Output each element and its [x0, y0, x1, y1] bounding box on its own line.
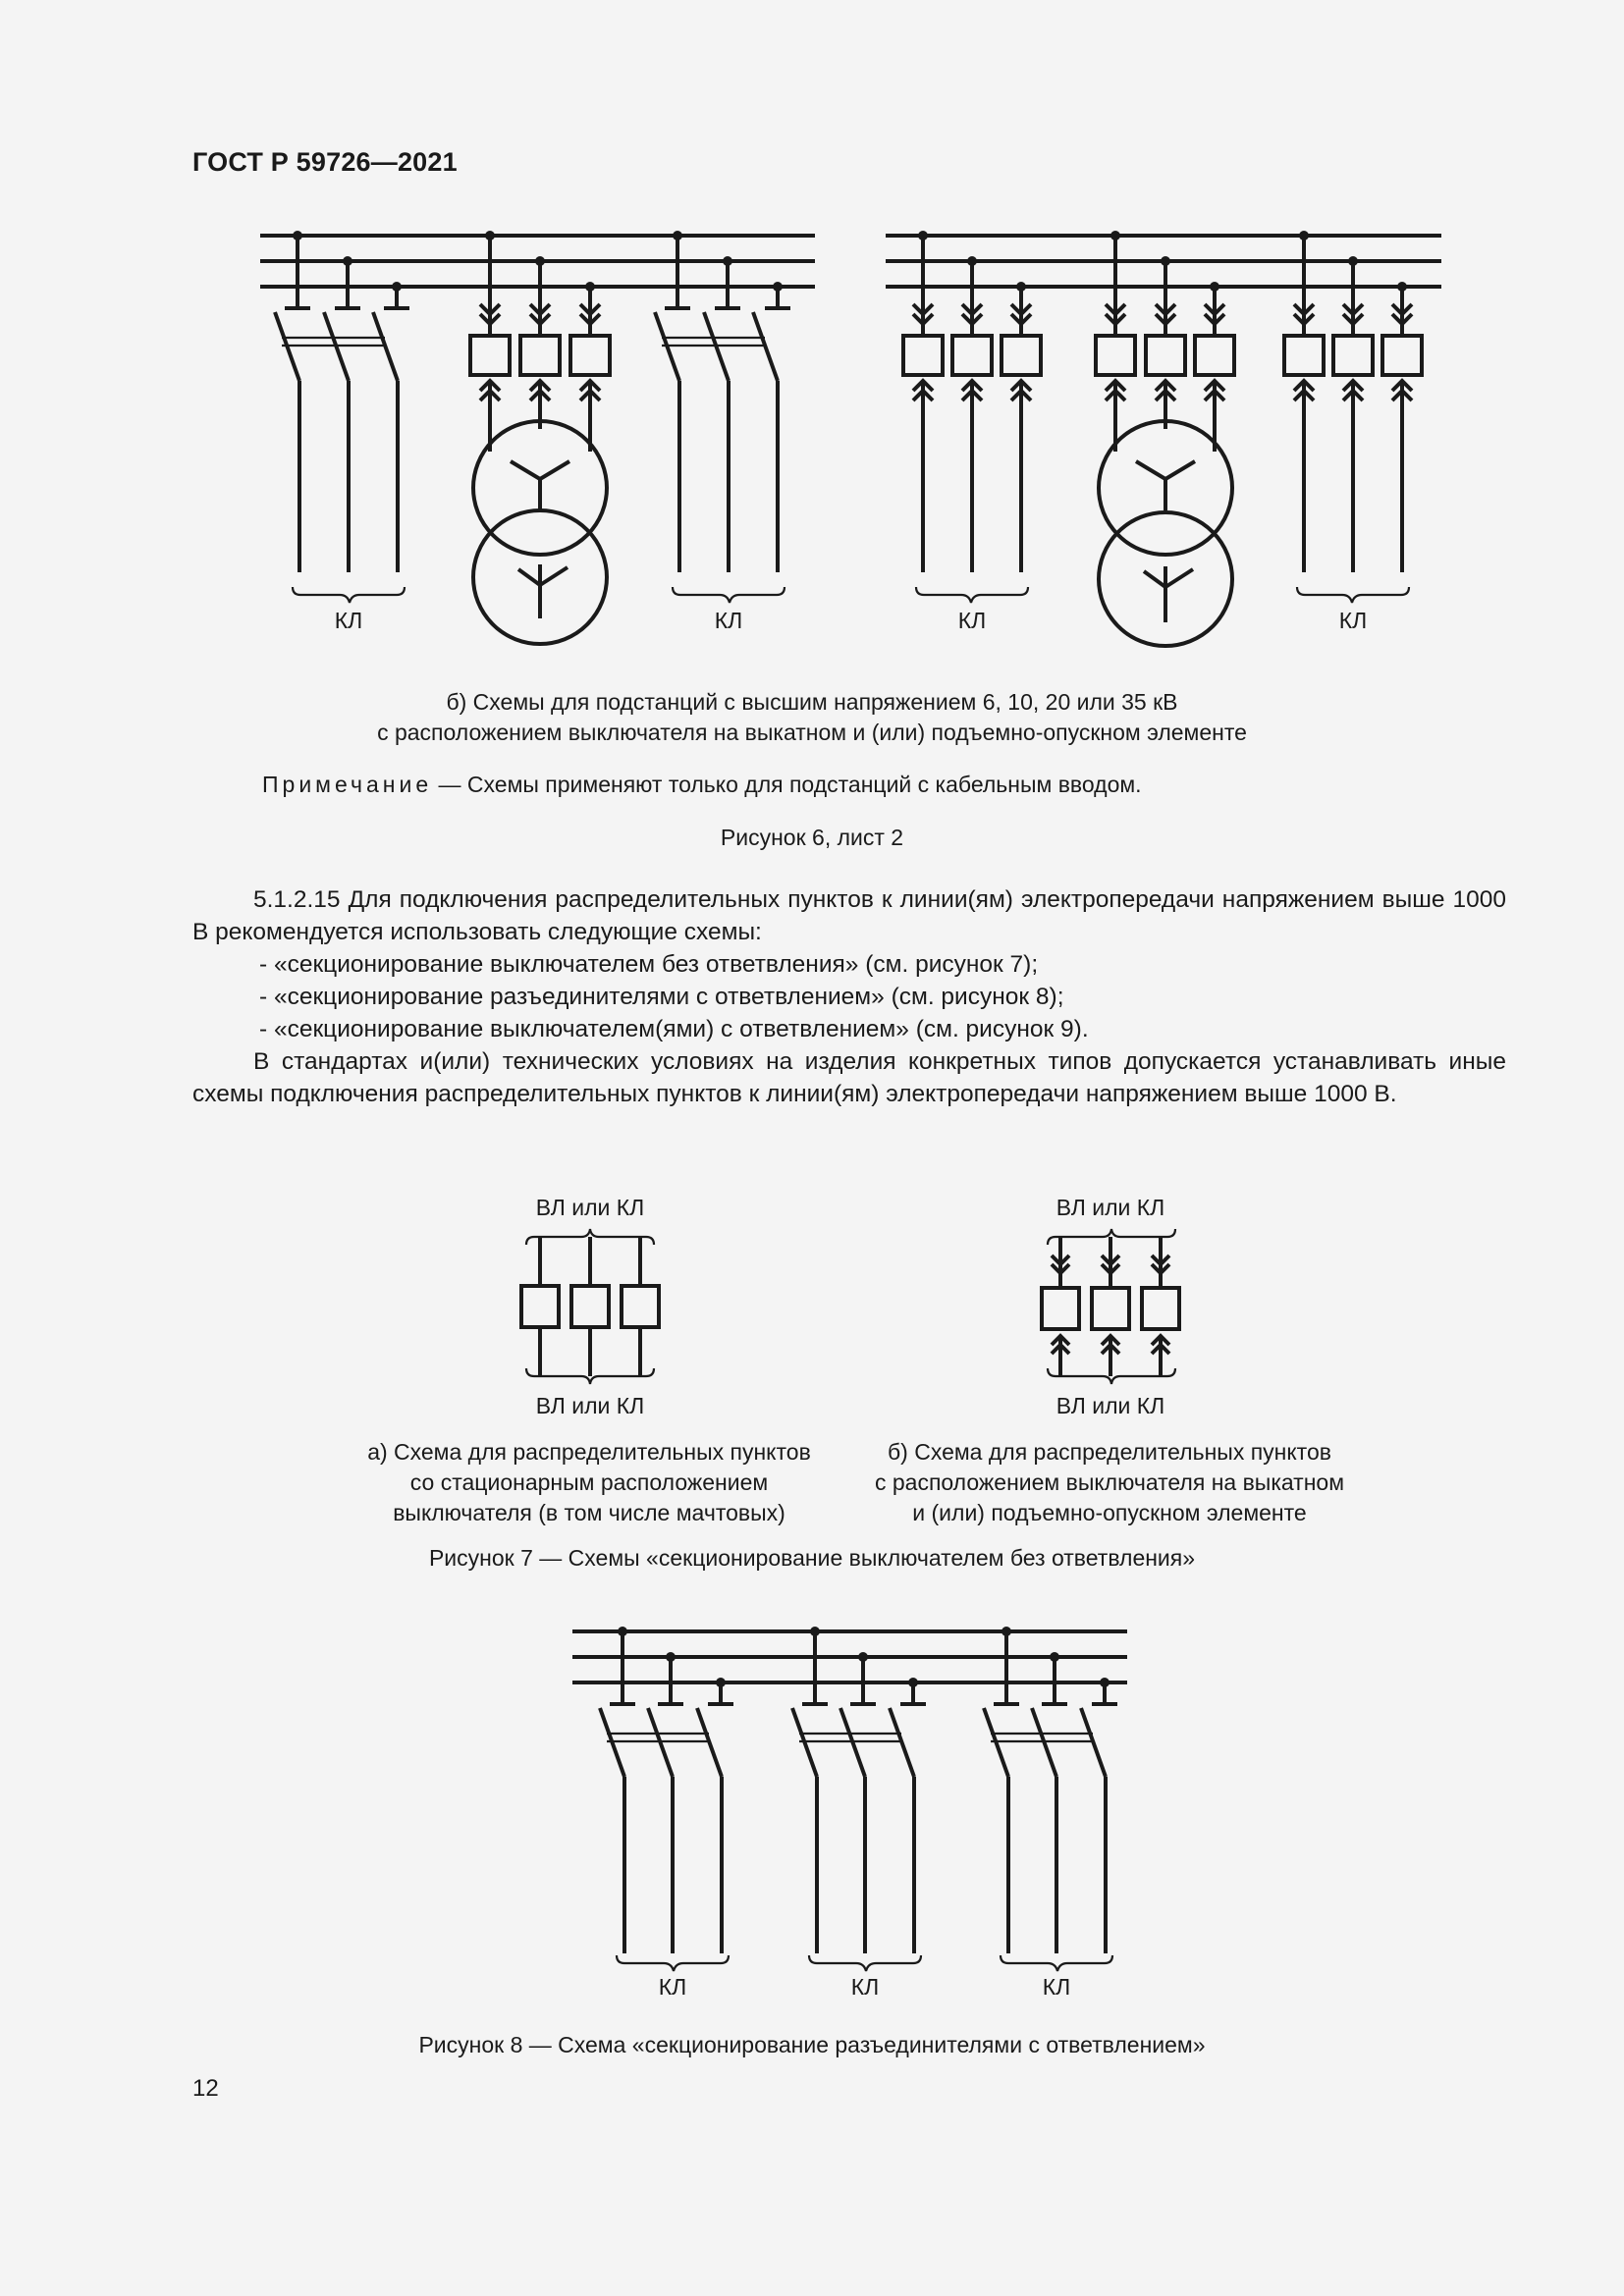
fig6-caption-line-2: с расположением выключателя на выкатном и (или) подъемно-опускном элементе: [377, 720, 1247, 745]
fig8-buses: [572, 1631, 1127, 1682]
document-header: ГОСТ Р 59726—2021: [192, 147, 458, 177]
fig6-right-breaker-group-2: [1284, 231, 1422, 633]
fig7b-bottom-label: ВЛ или КЛ: [1056, 1393, 1165, 1418]
fig8-label-kl-1: КЛ: [658, 1974, 687, 2000]
fig7a-schematic: [521, 1195, 659, 1418]
fig6-title: Рисунок 6, лист 2: [720, 825, 904, 850]
fig7a-top-label: ВЛ или КЛ: [535, 1195, 645, 1220]
fig7a-bottom-label: ВЛ или КЛ: [535, 1393, 645, 1418]
list-item: - «секционирование разъединителями с ответвлением» (см. рисунок 8);: [259, 984, 1064, 1010]
fig6-right-breaker-transformer: [1096, 231, 1234, 646]
fig6-label-kl-1: КЛ: [334, 608, 363, 633]
fig6-left-disconnector-group-2: [655, 231, 790, 633]
fig8-label-kl-3: КЛ: [1042, 1974, 1071, 2000]
note-label: Примечание: [262, 772, 433, 797]
fig6-left-disconnector-group-1: [275, 231, 409, 633]
fig6-label-kl-2: КЛ: [714, 608, 743, 633]
note-text: — Схемы применяют только для подстанций с кабельным вводом.: [432, 772, 1142, 797]
fig7-caption-a: [314, 1437, 864, 1528]
figure-8-diagram: [0, 1610, 1624, 2012]
list-item: - «секционирование выключателем(ями) с ответвлением» (см. рисунок 9).: [259, 1016, 1089, 1042]
fig7b-caption-line: б) Схема для распределительных пунктов: [888, 1439, 1331, 1465]
fig6-label-kl-3: КЛ: [957, 608, 987, 633]
fig7b-schematic: [1042, 1195, 1179, 1418]
fig7b-caption-line: и (или) подъемно-опускном элементе: [912, 1500, 1307, 1525]
fig8-title: Рисунок 8 — Схема «секционирование разъединителями с ответвлением»: [418, 2032, 1206, 2057]
fig7a-caption-line: со стационарным расположением: [409, 1469, 769, 1495]
fig6-caption-b: [0, 687, 1624, 748]
page-number: 12: [192, 2075, 219, 2102]
fig7-title: Рисунок 7 — Схемы «секционирование выключателем без ответвления»: [428, 1545, 1196, 1571]
list-item: - «секционирование выключателем без ответвления» (см. рисунок 7);: [259, 951, 1039, 978]
paragraph-2: В стандартах и(или) технических условиях на изделия конкретных типов допускается устанавливать иные схемы подключения распределительных пунктов к линии(ям) электропередачи напряжением выше 1000 В.: [192, 1048, 1506, 1107]
figure-6-diagram: [0, 0, 1624, 687]
fig8-label-kl-2: КЛ: [850, 1974, 880, 2000]
fig7a-caption-line: а) Схема для распределительных пунктов: [367, 1439, 811, 1465]
paragraph-1: 5.1.2.15 Для подключения распределительных пунктов к линии(ям) электропередачи напряжением выше 1000 В рекомендуется использовать следующие схемы:: [192, 886, 1506, 945]
fig6-right-breaker-group-1: [903, 231, 1041, 633]
fig7a-caption-line: выключателя (в том числе мачтовых): [393, 1500, 785, 1525]
fig7b-top-label: ВЛ или КЛ: [1056, 1195, 1165, 1220]
fig7-caption-b: [835, 1437, 1384, 1528]
fig7b-caption-line: с расположением выключателя на выкатном: [874, 1469, 1345, 1495]
figure-7-diagram: [0, 1178, 1624, 1433]
fig6-label-kl-4: КЛ: [1338, 608, 1368, 633]
section-5-1-2-15: [192, 883, 1506, 1110]
fig6-left-breaker-transformer: [470, 231, 610, 644]
fig6-note: [262, 772, 1142, 798]
fig6-caption-line-1: б) Схемы для подстанций с высшим напряжением 6, 10, 20 или 35 кВ: [446, 689, 1178, 715]
